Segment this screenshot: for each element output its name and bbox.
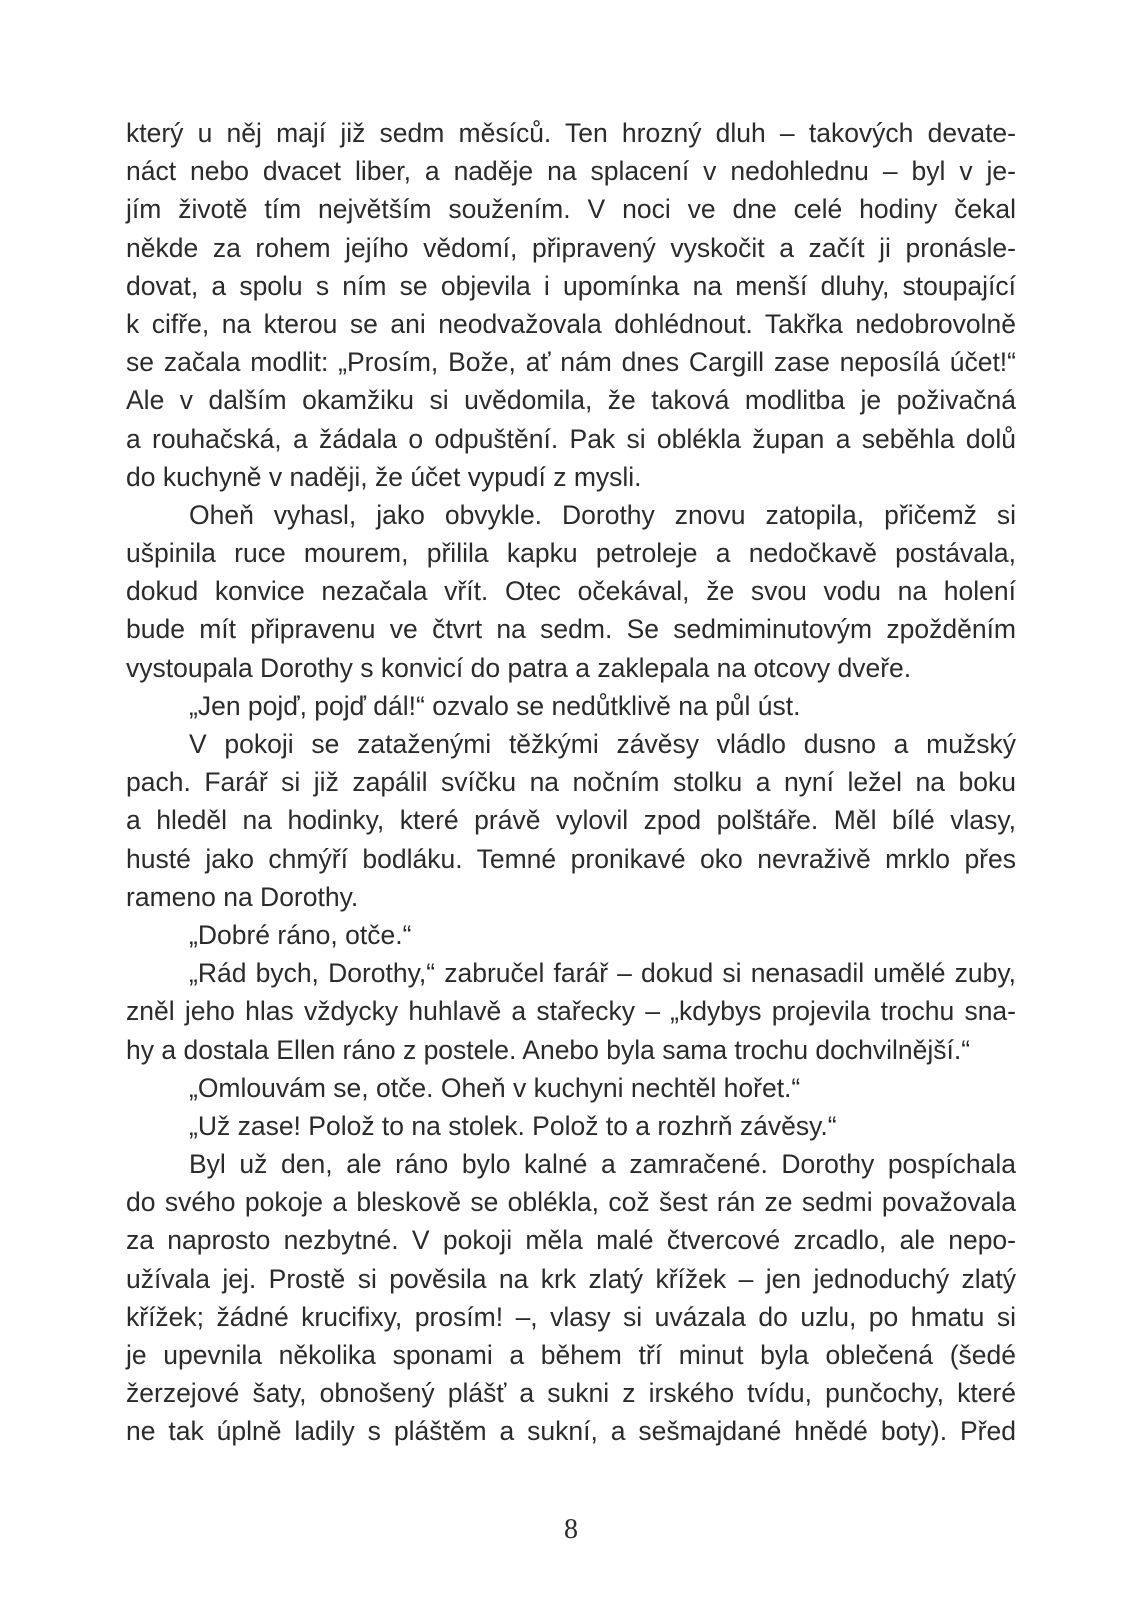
text-line: zněl jeho hlas vždycky huhlavě a stařecky – „kdybys projevila trochu sna- (126, 996, 1016, 1027)
text-line: užívala jej. Prostě si pověsila na krk zlatý křížek – jen jednoduchý zlatý (126, 1263, 1016, 1294)
text-line: Ale v dalším okamžiku si uvědomila, že taková modlitba je poživačná (126, 385, 1016, 416)
text-line: k cifře, na kterou se ani neodvažovala dohlédnout. Takřka nedobrovolně (126, 308, 1016, 339)
body-text (126, 114, 1016, 1451)
text-line: náct nebo dvacet liber, a naděje na splacení v nedohlednu – byl v je- (126, 156, 1016, 187)
text-line: křížek; žádné krucifixy, prosím! –, vlasy si uvázala do uzlu, po hmatu si (126, 1301, 1016, 1332)
text-line: Oheň vyhasl, jako obvykle. Dorothy znovu zatopila, přičemž si (189, 499, 1016, 530)
text-line: dokud konvice nezačala vřít. Otec očekával, že svou vodu na holení (126, 576, 1016, 607)
text-line: Byl už den, ale ráno bylo kalné a zamračené. Dorothy pospíchala (189, 1149, 1016, 1180)
text-line: někde za rohem jejího vědomí, připravený vyskočit a začít ji pronásle- (126, 232, 1016, 263)
text-line: „Dobré ráno, otče.“ (189, 919, 412, 950)
text-line: a rouhačská, a žádala o odpuštění. Pak si oblékla župan a seběhla dolů (126, 423, 1016, 454)
text-line: a hleděl na hodinky, které právě vylovil zpod polštáře. Měl bílé vlasy, (126, 805, 1016, 836)
text-line: do svého pokoje a bleskově se oblékla, což šest rán ze sedmi považovala (126, 1187, 1016, 1218)
text-line: bude mít připravenu ve čtvrt na sedm. Se sedmiminutovým zpožděním (126, 614, 1016, 645)
text-line: pach. Farář si již zapálil svíčku na nočním stolku a nyní ležel na boku (126, 767, 1016, 798)
text-line: žerzejové šaty, obnošený plášť a sukni z irského tvídu, punčochy, které (126, 1378, 1016, 1409)
text-line: vystoupala Dorothy s konvicí do patra a zaklepala na otcovy dveře. (126, 652, 912, 683)
text-line: se začala modlit: „Prosím, Bože, ať nám dnes Cargill zase neposílá účet!“ (126, 347, 1016, 378)
text-line: rameno na Dorothy. (126, 881, 359, 912)
text-line: „Jen pojď, pojď dál!“ ozvalo se nedůtklivě na půl úst. (189, 690, 801, 721)
text-line: za naprosto nezbytné. V pokoji měla malé čtvercové zrcadlo, ale nepo- (126, 1225, 1016, 1256)
text-line: je upevnila několika sponami a během tří minut byla oblečená (šedé (126, 1340, 1016, 1370)
text-line: hy a dostala Ellen ráno z postele. Anebo byla sama trochu dochvilnější.“ (126, 1034, 971, 1065)
text-line: V pokoji se zataženými těžkými závěsy vládlo dusno a mužský (189, 729, 1016, 759)
text-line: jím životě tím největším soužením. V noci ve dne celé hodiny čekal (126, 194, 1016, 225)
text-line: „Už zase! Polož to na stolek. Polož to a rozhrň závěsy.“ (189, 1110, 837, 1141)
text-line: dovat, a spolu s ním se objevila i upomínka na menší dluhy, stoupající (126, 270, 1016, 301)
page-number: 8 (564, 1514, 578, 1545)
text-line: ušpinila ruce mourem, přililа kapku petroleje a nedočkavě postávala, (126, 538, 1016, 569)
text-line: „Omlouvám se, otče. Oheň v kuchyni nechtěl hořet.“ (189, 1072, 801, 1103)
text-line: ne tak úplně ladily s pláštěm a sukní, a sešmajdané hnědé boty). Před (126, 1416, 1016, 1447)
text-line: do kuchyně v naději, že účet vypudí z mysli. (126, 461, 642, 492)
text-line: který u něj mají již sedm měsíců. Ten hrozný dluh – takových devate- (126, 118, 1016, 148)
text-line: „Rád bych, Dorothy,“ zabručel farář – dokud si nenasadil umělé zuby, (189, 958, 1016, 989)
text-line: husté jako chmýří bodláku. Temné pronikavé oko nevraživě mrklo přes (126, 843, 1016, 874)
